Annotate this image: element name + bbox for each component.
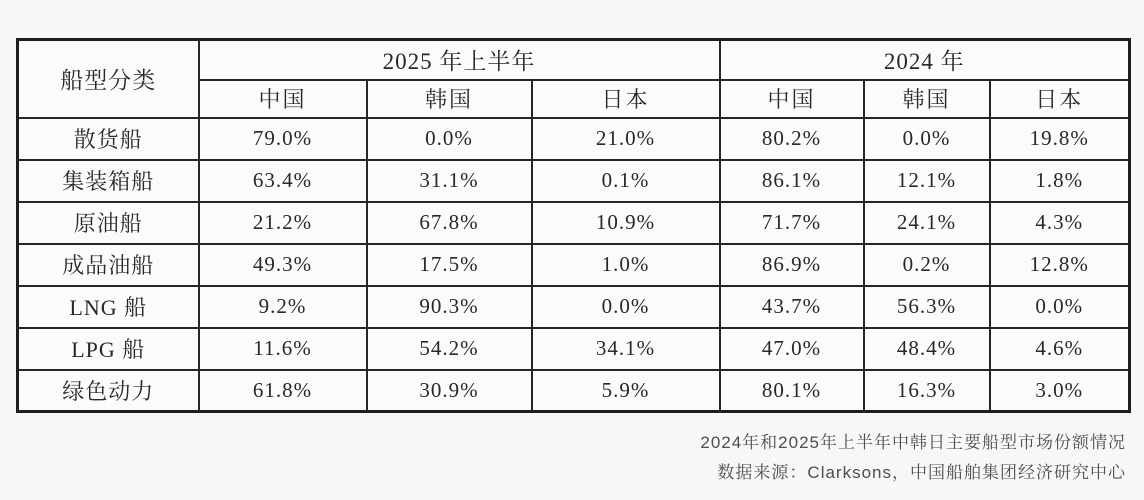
group-header-2024: 2024 年 (720, 40, 1130, 80)
value-cell: 11.6% (199, 328, 367, 370)
value-cell: 4.6% (990, 328, 1130, 370)
value-cell: 3.0% (990, 370, 1130, 412)
value-cell: 86.9% (720, 244, 864, 286)
row-label: LNG 船 (18, 286, 199, 328)
row-label: 成品油船 (18, 244, 199, 286)
value-cell: 47.0% (720, 328, 864, 370)
value-cell: 5.9% (532, 370, 720, 412)
value-cell: 34.1% (532, 328, 720, 370)
value-cell: 61.8% (199, 370, 367, 412)
table-row (18, 328, 1130, 370)
column-header-2025-japan: 日本 (532, 80, 720, 118)
value-cell: 54.2% (367, 328, 532, 370)
row-label: 绿色动力 (18, 370, 199, 412)
column-header-2024-japan: 日本 (990, 80, 1130, 118)
value-cell: 0.0% (990, 286, 1130, 328)
value-cell: 21.0% (532, 118, 720, 160)
value-cell: 12.1% (864, 160, 990, 202)
value-cell: 10.9% (532, 202, 720, 244)
value-cell: 1.8% (990, 160, 1130, 202)
table-body (18, 118, 1130, 412)
table-header (18, 40, 1130, 118)
value-cell: 16.3% (864, 370, 990, 412)
row-label: 原油船 (18, 202, 199, 244)
value-cell: 9.2% (199, 286, 367, 328)
value-cell: 0.1% (532, 160, 720, 202)
value-cell: 0.0% (864, 118, 990, 160)
table-row (18, 160, 1130, 202)
value-cell: 0.0% (367, 118, 532, 160)
ship-type-column-header: 船型分类 (18, 40, 199, 118)
row-label: 集装箱船 (18, 160, 199, 202)
market-share-table (16, 38, 1131, 413)
column-header-2025-korea: 韩国 (367, 80, 532, 118)
header-group-row (18, 40, 1130, 80)
column-header-2024-china: 中国 (720, 80, 864, 118)
table-row (18, 370, 1130, 412)
column-header-2025-china: 中国 (199, 80, 367, 118)
caption-title: 2024年和2025年上半年中韩日主要船型市场份额情况 (700, 433, 1126, 452)
value-cell: 56.3% (864, 286, 990, 328)
value-cell: 71.7% (720, 202, 864, 244)
table-row (18, 118, 1130, 160)
value-cell: 31.1% (367, 160, 532, 202)
value-cell: 19.8% (990, 118, 1130, 160)
table-row (18, 286, 1130, 328)
value-cell: 0.2% (864, 244, 990, 286)
value-cell: 0.0% (532, 286, 720, 328)
value-cell: 30.9% (367, 370, 532, 412)
value-cell: 86.1% (720, 160, 864, 202)
value-cell: 90.3% (367, 286, 532, 328)
value-cell: 80.2% (720, 118, 864, 160)
group-header-2025h1: 2025 年上半年 (199, 40, 720, 80)
table-row (18, 244, 1130, 286)
caption-source: 数据来源：Clarksons，中国船舶集团经济研究中心 (717, 463, 1126, 482)
value-cell: 43.7% (720, 286, 864, 328)
value-cell: 24.1% (864, 202, 990, 244)
row-label: 散货船 (18, 118, 199, 160)
value-cell: 79.0% (199, 118, 367, 160)
value-cell: 80.1% (720, 370, 864, 412)
value-cell: 12.8% (990, 244, 1130, 286)
value-cell: 21.2% (199, 202, 367, 244)
column-header-2024-korea: 韩国 (864, 80, 990, 118)
value-cell: 1.0% (532, 244, 720, 286)
table-row (18, 202, 1130, 244)
row-label: LPG 船 (18, 328, 199, 370)
value-cell: 17.5% (367, 244, 532, 286)
value-cell: 67.8% (367, 202, 532, 244)
value-cell: 48.4% (864, 328, 990, 370)
figure-caption (700, 428, 1126, 488)
value-cell: 49.3% (199, 244, 367, 286)
value-cell: 63.4% (199, 160, 367, 202)
value-cell: 4.3% (990, 202, 1130, 244)
